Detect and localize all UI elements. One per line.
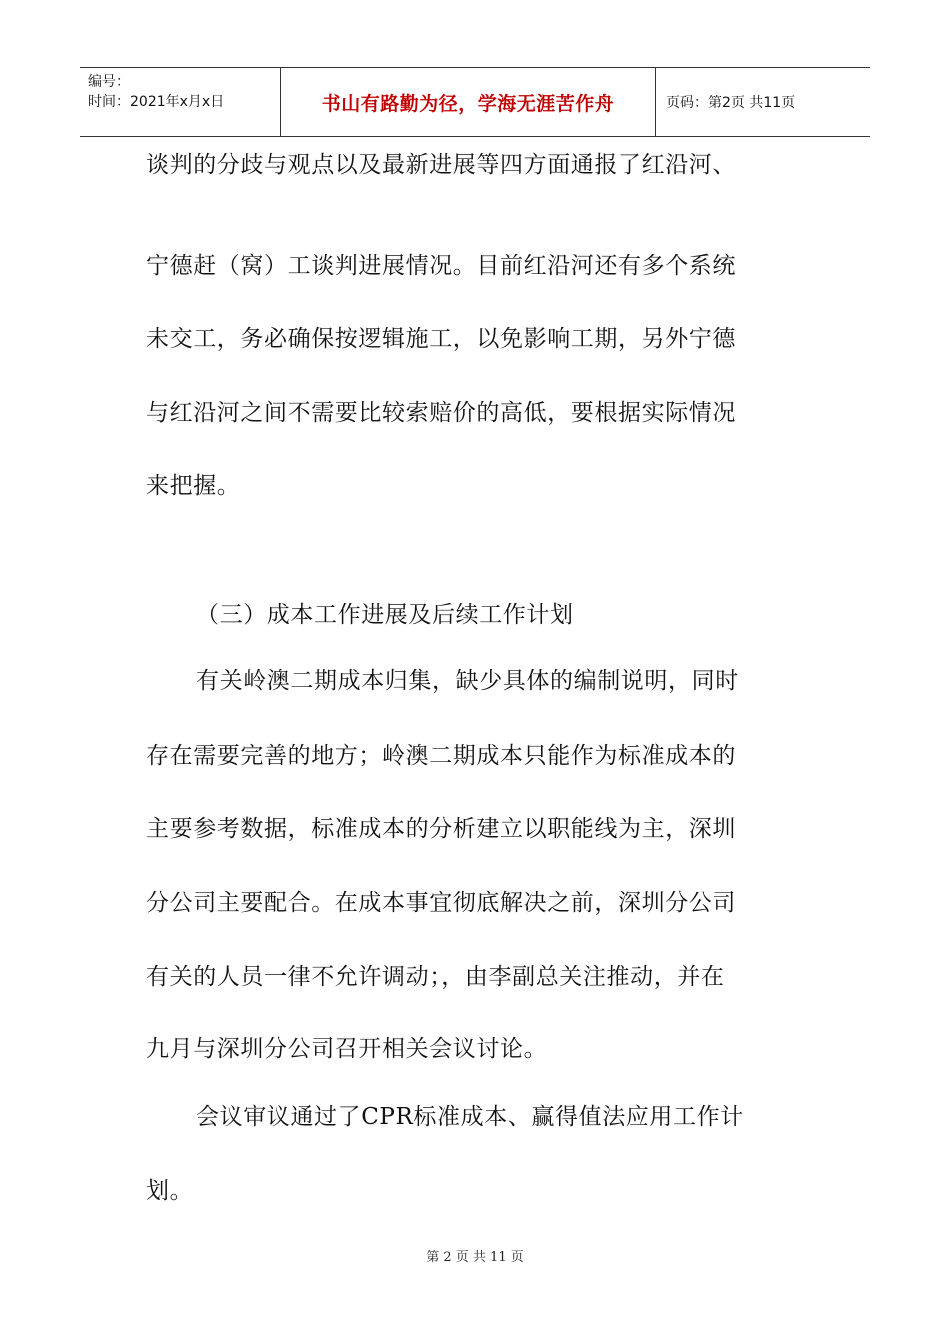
body-line: 分公司主要配合。在成本事宜彻底解决之前，深圳分公司 xyxy=(146,890,736,916)
body-line: 划。 xyxy=(146,1178,194,1204)
body-line: 主要参考数据，标准成本的分析建立以职能线为主，深圳 xyxy=(146,816,736,842)
body-line: 来把握。 xyxy=(146,473,241,499)
body-line: 有关岭澳二期成本归集，缺少具体的编制说明，同时 xyxy=(196,668,739,694)
page-header xyxy=(80,67,870,137)
header-motto: 书山有路勤为径，学海无涯苦作舟 xyxy=(321,92,615,115)
body-line: 存在需要完善的地方；岭澳二期成本只能作为标准成本的 xyxy=(146,743,736,769)
body-line: 与红沿河之间不需要比较索赔价的高低，要根据实际情况 xyxy=(146,400,736,426)
body-line: 宁德赶（窝）工谈判进展情况。目前红沿河还有多个系统 xyxy=(146,253,736,279)
body-line: 九月与深圳分公司召开相关会议讨论。 xyxy=(146,1036,548,1062)
body-line: 未交工，务必确保按逻辑施工，以免影响工期，另外宁德 xyxy=(146,326,736,352)
document-time-label: 时间：2021年x月x日 xyxy=(88,94,225,110)
document-number-label: 编号： xyxy=(88,74,130,90)
page-footer: 第 2 页 共 11 页 xyxy=(426,1250,524,1265)
body-line: 谈判的分歧与观点以及最新进展等四方面通报了红沿河、 xyxy=(146,152,736,178)
header-page-info: 页码：第2页 共11页 xyxy=(666,95,796,111)
header-meta xyxy=(80,68,281,136)
header-motto-cell xyxy=(281,68,656,136)
body-line: 会议审议通过了CPR标准成本、赢得值法应用工作计 xyxy=(196,1104,744,1130)
header-page-info-cell xyxy=(656,68,870,136)
body-line: 有关的人员一律不允许调动；，由李副总关注推动，并在 xyxy=(146,964,725,990)
section-heading: （三）成本工作进展及后续工作计划 xyxy=(196,602,574,628)
